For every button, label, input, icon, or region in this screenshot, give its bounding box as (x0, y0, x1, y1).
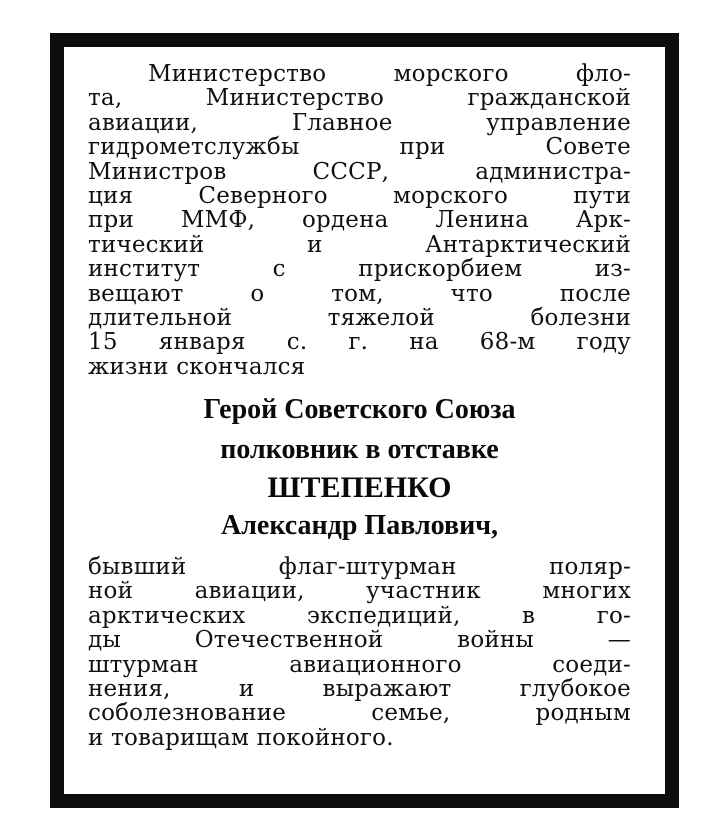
intro-line: Министерство морского фло- (148, 61, 631, 87)
intro-line: тический и Антарктический (88, 231, 631, 258)
military-rank: полковник в отставке (220, 434, 499, 466)
intro-line: авиации, Главное управление (88, 109, 631, 136)
intro-line: 15 января с. г. на 68-м году (88, 329, 631, 356)
intro-line: та, Министерство гражданской (88, 85, 631, 112)
intro-line: ция Северного морского пути (88, 182, 631, 209)
deceased-given-names: Александр Павлович, (220, 510, 499, 542)
intro-line: при ММФ, ордена Ленина Арк- (88, 207, 631, 234)
intro-line: Министров СССР, администра- (88, 158, 631, 185)
closing-line: нения, и выражают глубокое (88, 676, 631, 703)
closing-line: бывший флаг-штурман поляр- (88, 554, 631, 581)
intro-paragraph (88, 62, 631, 379)
honorific-title: Герой Советского Союза (203, 394, 516, 426)
closing-line: штурман авиационного соеди- (88, 651, 631, 678)
closing-line: соболезнование семье, родным (88, 700, 631, 727)
closing-line: и товарищам покойного. (88, 724, 394, 751)
deceased-surname: ШТЕПЕНКО (267, 471, 452, 505)
closing-line: арктических экспедиций, в го- (88, 602, 631, 629)
intro-line: институт с прискорбием из- (88, 256, 631, 283)
intro-line: жизни скончался (88, 353, 306, 380)
closing-line: ной авиации, участник многих (88, 578, 631, 605)
obituary-notice (88, 62, 631, 750)
closing-paragraph (88, 555, 631, 750)
intro-line: вещают о том, что после (88, 280, 631, 307)
intro-line: гидрометслужбы при Совете (88, 134, 631, 161)
closing-line: ды Отечественной войны — (88, 627, 631, 654)
intro-line: длительной тяжелой болезни (88, 304, 631, 331)
